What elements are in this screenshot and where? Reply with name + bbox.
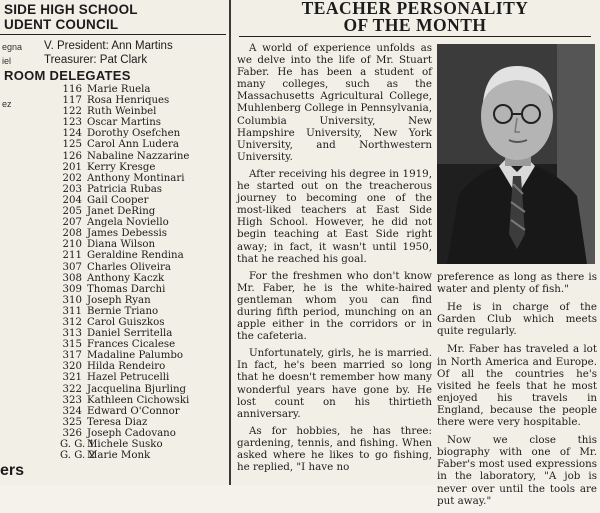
delegate-row (60, 162, 189, 173)
delegate-row (60, 95, 189, 106)
delegate-room: 210 (62, 239, 82, 251)
delegate-row (60, 184, 189, 195)
delegate-name: Jacquelina Bjurling (87, 383, 187, 395)
delegate-name: Ruth Weinbel (87, 106, 157, 118)
delegate-row (60, 328, 189, 339)
delegate-room: 122 (62, 106, 82, 118)
delegate-name: Nabaline Nazzarine (87, 150, 190, 162)
council-heading-line1: SIDE HIGH SCHOOL (4, 2, 138, 17)
council-heading (4, 2, 138, 32)
delegate-name: Gail Cooper (87, 194, 149, 206)
delegate-name: Edward O'Connor (87, 405, 180, 417)
delegate-row (60, 151, 189, 162)
delegate-name: Bernie Triano (87, 305, 159, 317)
delegate-row (60, 417, 189, 428)
article-paragraph: A world of experience unfolds as we delve into the life of Mr. Stuart Faber. He has been a student of many colleges, such as the Massachusetts Agricultural College, Muhlenberg College in Pennsylvania, Columbia University, New Hampshire University, New York University, and Northwestern University. (237, 42, 432, 163)
delegate-name: Patricia Rubas (87, 183, 163, 195)
bottom-fragment: ers (0, 462, 25, 479)
delegate-row (60, 195, 189, 206)
delegate-name: Joseph Cadovano (87, 427, 176, 439)
delegate-row (60, 306, 189, 317)
delegate-row (60, 106, 189, 117)
delegate-name: Carol Ann Ludera (87, 139, 179, 151)
delegate-row (60, 395, 189, 406)
delegate-row (60, 128, 189, 139)
delegate-row (60, 295, 189, 306)
delegate-room: 211 (62, 250, 82, 262)
delegate-name: Dorothy Osefchen (87, 128, 181, 140)
delegate-row (60, 428, 189, 439)
delegate-row (60, 284, 189, 295)
delegate-room: 307 (62, 261, 82, 273)
article-paragraph: Unfortunately, girls, he is married. In fact, he's been married so long that he doesn't remember how many wonderful years have gone by. He lost count on his thirtieth anniversary. (237, 347, 432, 420)
delegate-room: 124 (62, 128, 82, 140)
delegate-room: 201 (62, 161, 82, 173)
article-paragraph: Now we close this biography with one of Mr. Faber's most used expressions in the laboratory, "A job is never over until the tools are put away." (437, 434, 597, 507)
delegate-room: 308 (62, 272, 82, 284)
delegate-name: Kathleen Cichowski (87, 394, 190, 406)
article-column (233, 0, 600, 507)
delegate-row (60, 250, 189, 261)
delegate-room: 309 (62, 283, 82, 295)
student-council-column (0, 0, 228, 485)
delegate-name: James Debessis (87, 228, 168, 240)
article-paragraph: For the freshmen who don't know Mr. Faber, he is the white-haired gentleman whom you can find during fifth period, munching on an apple either in the corridors or in the cafeteria. (237, 269, 432, 343)
delegate-room: 323 (62, 394, 82, 406)
delegate-name: Frances Cicalese (87, 339, 176, 351)
officer-fragment: iel (2, 56, 12, 66)
delegate-room: 317 (62, 350, 82, 362)
delegate-name: Janet DeRing (87, 206, 156, 218)
delegate-room: 117 (62, 95, 82, 107)
delegate-room: 207 (62, 217, 82, 229)
article-paragraph: preference as long as there is water and plenty of fish." (437, 271, 597, 296)
delegate-name: Oscar Martins (87, 117, 161, 129)
delegate-name: Geraldine Rendina (87, 250, 184, 262)
delegate-room: 126 (62, 150, 82, 162)
delegate-row (60, 406, 189, 417)
delegate-name: Diana Wilson (87, 239, 156, 251)
delegate-row (60, 228, 189, 239)
delegate-name: Michele Susko (87, 439, 163, 450)
delegate-name: Kerry Kresge (87, 161, 156, 173)
delegate-row (60, 439, 189, 450)
delegate-row (60, 273, 189, 284)
officer-treasurer: Treasurer: Pat Clark (44, 54, 148, 66)
delegate-row (60, 217, 189, 228)
delegate-room: 326 (62, 427, 82, 439)
officer-vice-president: V. President: Ann Martins (44, 40, 173, 52)
delegate-room: 325 (62, 416, 82, 428)
delegate-name: Hilda Rendeiro (87, 361, 166, 373)
delegate-name: Anthony Montinari (87, 172, 185, 184)
delegate-row (60, 84, 189, 95)
article-body-column-2 (437, 271, 597, 513)
delegate-room: 312 (62, 316, 82, 328)
delegate-room: 310 (62, 294, 82, 306)
article-title (239, 0, 591, 34)
delegate-room: 125 (62, 139, 82, 151)
delegate-room: 322 (62, 383, 82, 395)
delegate-name: Angela Noviello (87, 217, 169, 229)
delegate-name: Marie Monk (87, 450, 151, 462)
delegate-list (60, 84, 189, 461)
delegate-room: 202 (62, 172, 82, 184)
delegate-row (60, 450, 189, 461)
delegate-name: Rosa Henriques (87, 95, 170, 107)
delegate-room: 116 (62, 84, 82, 95)
delegate-name: Carol Guiszkos (87, 316, 165, 328)
delegate-row (60, 339, 189, 350)
delegate-room: 208 (62, 228, 82, 240)
delegate-name: Anthony Kaczk (87, 272, 165, 284)
delegate-name: Joseph Ryan (87, 294, 151, 306)
delegate-name: Hazel Petrucelli (87, 372, 170, 384)
delegate-room: 320 (62, 361, 82, 373)
delegate-room: 205 (62, 206, 82, 218)
delegate-name: Thomas Darchi (87, 283, 166, 295)
delegate-row (60, 361, 189, 372)
delegate-room: 313 (62, 328, 82, 340)
council-rule (0, 34, 226, 35)
council-heading-line2: UDENT COUNCIL (4, 17, 119, 32)
delegate-row (60, 317, 189, 328)
side-fragment: ez (2, 99, 12, 109)
officer-fragment: egna (2, 42, 23, 52)
delegate-name: Charles Oliveira (87, 261, 171, 273)
delegate-room: 324 (62, 405, 82, 417)
title-rule (239, 36, 591, 37)
delegate-name: Madaline Palumbo (87, 350, 184, 362)
delegate-row (60, 350, 189, 361)
delegate-row (60, 117, 189, 128)
article-paragraph: He is in charge of the Garden Club which meets quite regularly. (437, 301, 597, 338)
delegate-row (60, 262, 189, 273)
article-title-line1: TEACHER PERSONALITY (301, 0, 529, 18)
teacher-portrait-photo (437, 44, 595, 264)
delegate-room: G. G. 2 (60, 450, 95, 462)
delegate-row (60, 139, 189, 150)
delegate-row (60, 384, 189, 395)
delegate-row (60, 239, 189, 250)
delegate-name: Marie Ruela (87, 84, 151, 95)
delegate-room: 204 (62, 194, 82, 206)
delegate-name: Daniel Serritella (87, 328, 173, 340)
delegate-row (60, 372, 189, 383)
column-divider (229, 0, 231, 485)
delegate-row (60, 173, 189, 184)
article-body-column-1 (237, 42, 432, 478)
delegate-room: 123 (62, 117, 82, 129)
room-delegates-heading: ROOM DELEGATES (4, 68, 131, 83)
delegate-row (60, 206, 189, 217)
delegate-room: 321 (62, 372, 82, 384)
article-title-line2: OF THE MONTH (343, 15, 487, 35)
article-paragraph: As for hobbies, he has three: gardening, tennis, and fishing. When asked where he likes to go fishing, he replied, "I have no (237, 424, 432, 474)
delegate-room: G. G. 1 (60, 439, 95, 450)
delegate-room: 315 (62, 339, 82, 351)
delegate-name: Teresa Diaz (87, 416, 148, 428)
portrait-svg (437, 44, 595, 264)
delegate-room: 311 (62, 305, 82, 317)
delegate-room: 203 (62, 183, 82, 195)
article-paragraph: Mr. Faber has traveled a lot in North America and Europe. Of all the countries he's visited he feels that he most enjoyed his travels in England, because the people there were very hospitable. (437, 343, 597, 429)
article-paragraph: After receiving his degree in 1919, he started out on the treacherous journey to becoming one of the most-liked teachers at East Side High School. However, he did not begin teaching at East Side right away; in fact, it wasn't until 1950, that he reached his goal. (237, 167, 432, 265)
